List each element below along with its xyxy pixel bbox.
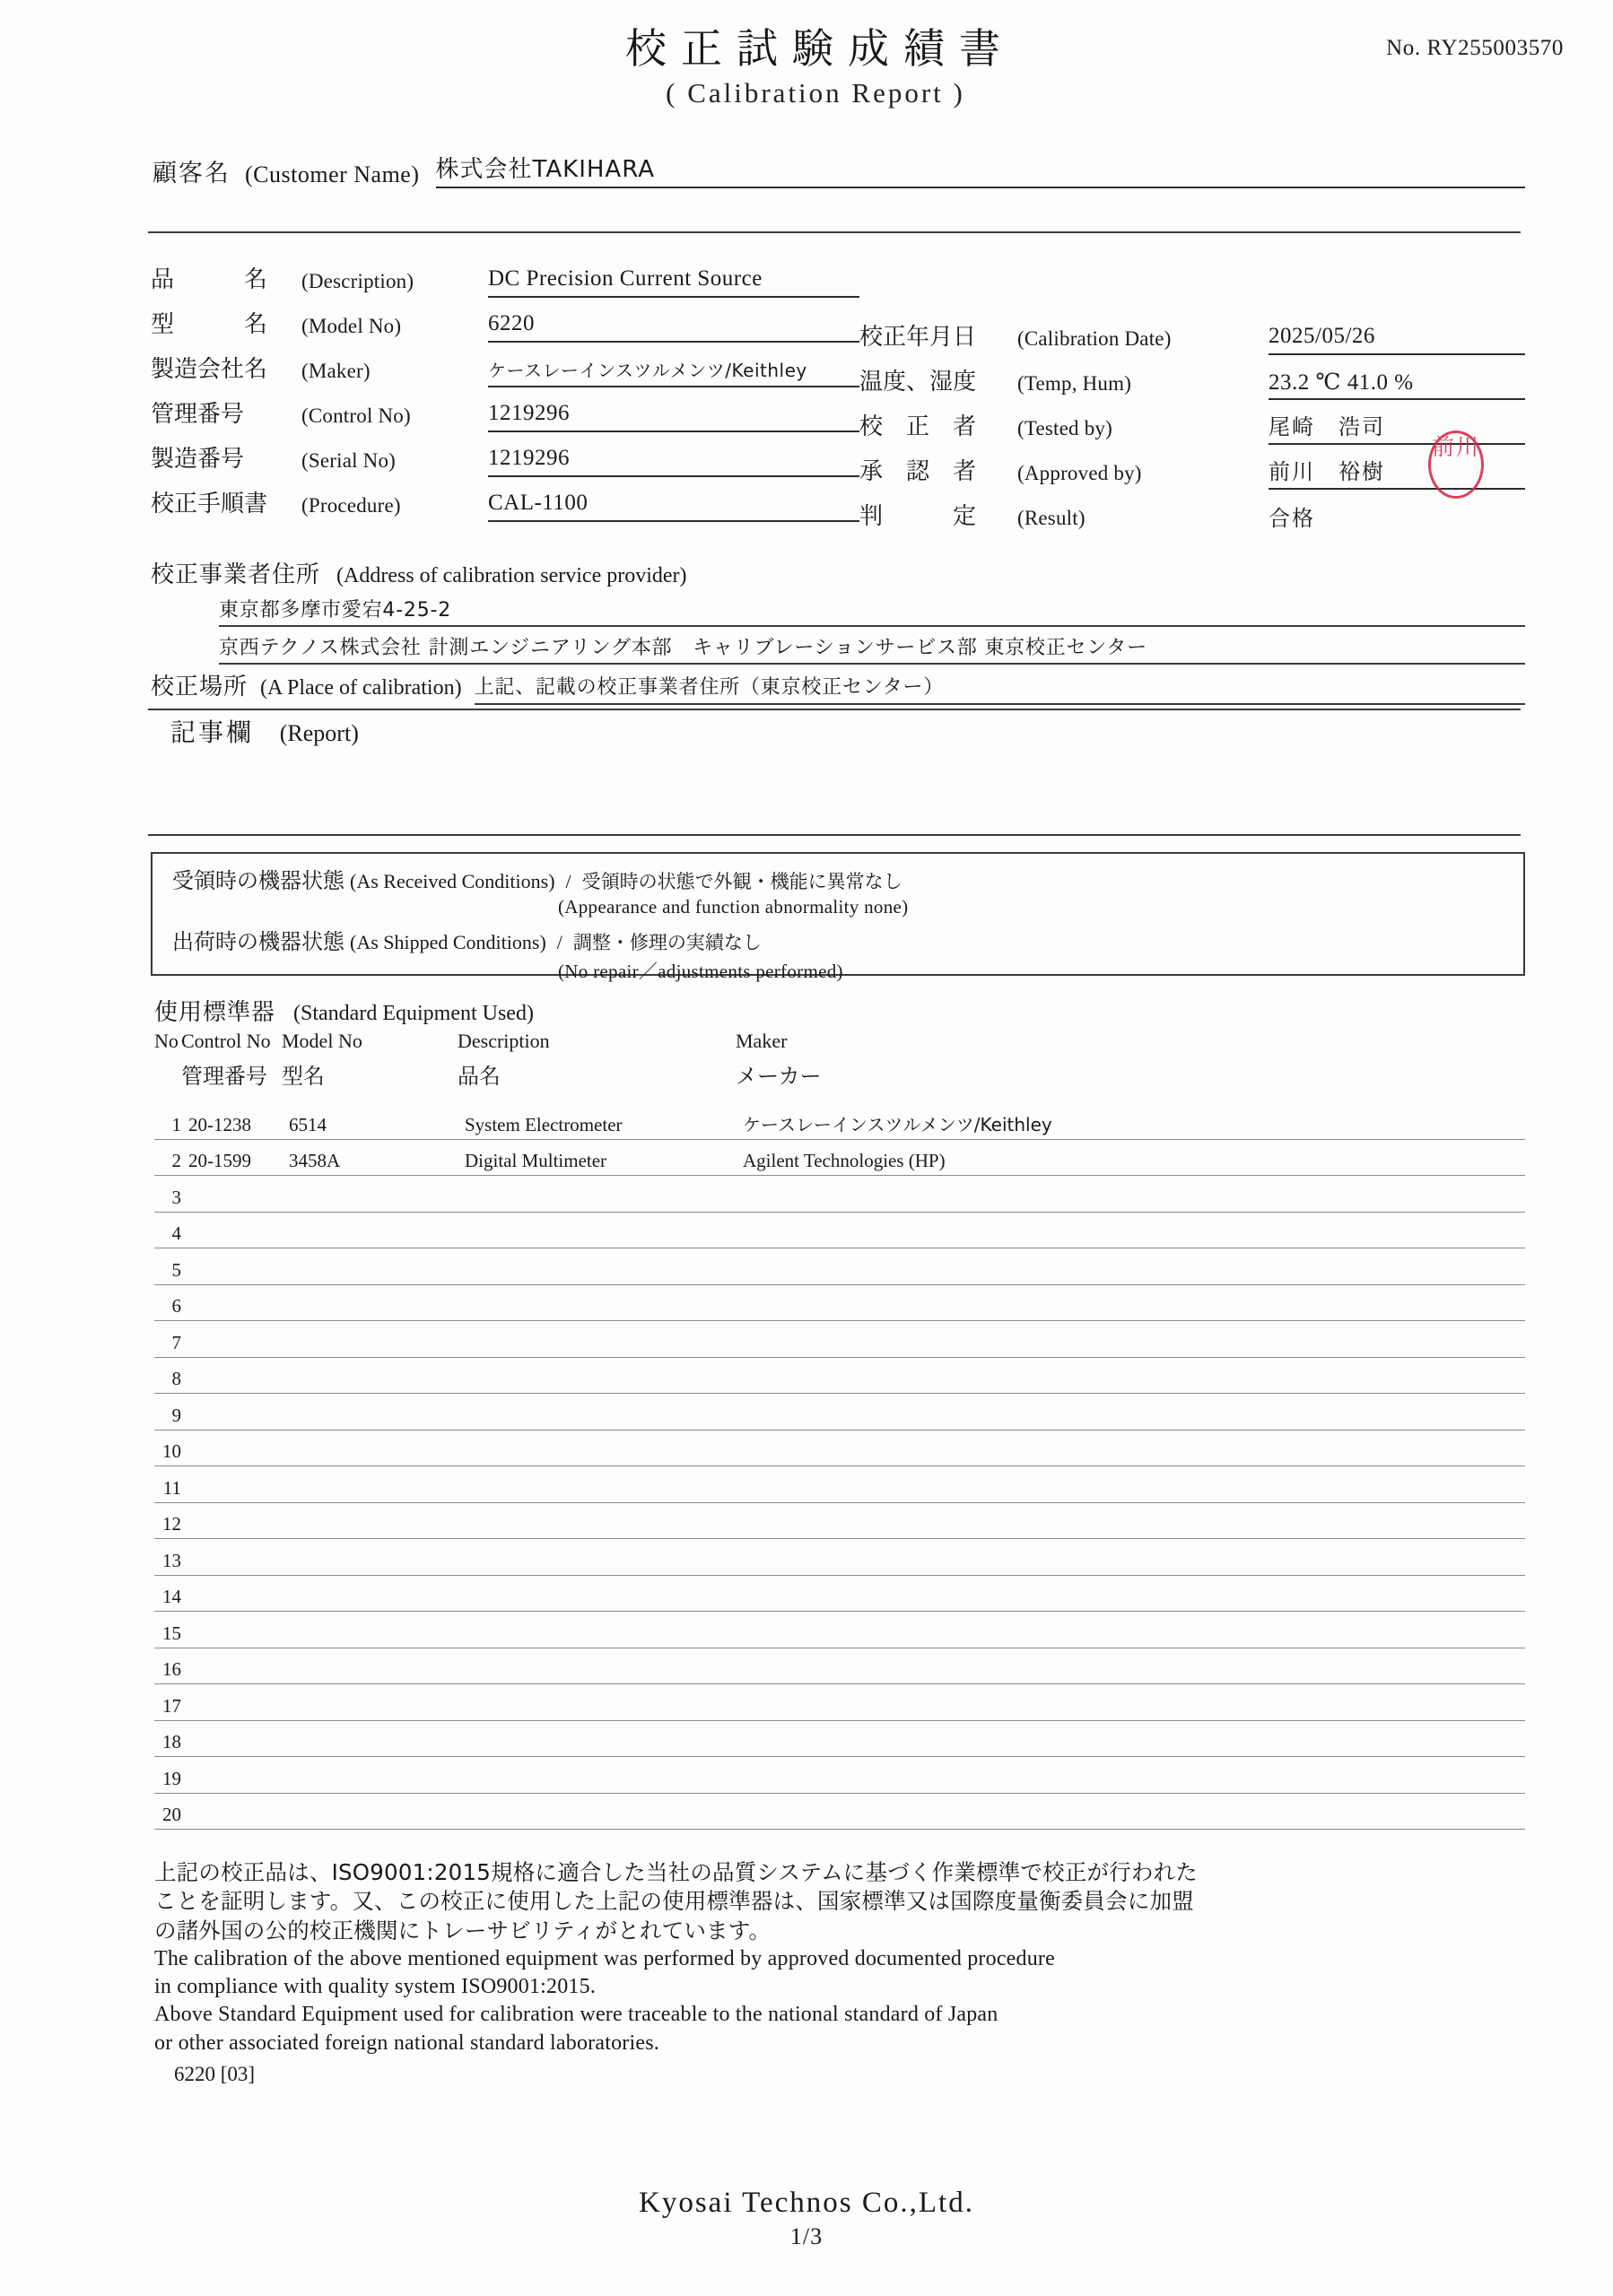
address-title — [151, 556, 1525, 589]
row-no: 18 — [162, 1731, 181, 1752]
row-description — [465, 1427, 743, 1430]
document-header — [0, 16, 1613, 109]
place-of-calibration-value: 上記、記載の校正事業者住所（東京校正センター） — [475, 672, 1525, 705]
as-shipped-label-en: (As Shipped Conditions) — [350, 931, 546, 953]
row-description — [465, 1535, 743, 1538]
row-description — [465, 1645, 743, 1648]
specification-table — [151, 253, 1525, 535]
address-line-2: 京西テクノス株式会社 計測エンジニアリング本部 キャリブレーションサービス部 東京校正センター — [219, 627, 1525, 665]
divider-report-bottom — [148, 834, 1521, 836]
serial-no-value: 1219296 — [488, 446, 859, 477]
description-label-jp: 品 名 — [151, 266, 268, 293]
row-no: 15 — [162, 1622, 181, 1644]
row-model-no — [289, 1209, 465, 1212]
temp-hum-value: 23.2 ℃ 41.0 % — [1269, 369, 1525, 400]
statement-jp-line-1: 上記の校正品は、ISO9001:2015規格に適合した当社の品質システムに基づく作業標準で校正が行われた — [154, 1859, 1198, 1885]
table-row — [154, 1140, 1525, 1177]
spec-row-procedure — [151, 477, 859, 522]
spacer-cell-2 — [870, 281, 1525, 310]
temp-hum-label-en: (Temp, Hum) — [1017, 372, 1132, 395]
spec-row-maker — [151, 343, 859, 387]
row-maker — [743, 1645, 1525, 1648]
row-description — [465, 1572, 743, 1575]
as-received-separator: / — [565, 870, 571, 892]
table-row — [154, 1321, 1525, 1358]
divider-report-top — [148, 709, 1521, 710]
row-model-no — [289, 1354, 465, 1357]
result-value: 合格 — [1269, 506, 1315, 531]
table-row — [154, 1358, 1525, 1395]
approval-seal-stamp: 前川 — [1428, 430, 1484, 499]
place-label-en: (A Place of calibration) — [260, 676, 462, 700]
row-description — [465, 1463, 743, 1465]
equipment-conditions-box — [151, 852, 1525, 982]
row-model-no — [289, 1318, 465, 1320]
row-maker — [743, 1354, 1525, 1357]
as-received-label-jp: 受領時の機器状態 — [172, 868, 344, 893]
row-maker — [743, 1718, 1525, 1720]
row-maker — [743, 1826, 1525, 1829]
row-description — [465, 1790, 743, 1793]
standard-equipment-title — [154, 994, 534, 1027]
result-label-en: (Result) — [1017, 507, 1086, 529]
temp-hum-label-jp: 温度、湿度 — [859, 369, 977, 396]
row-maker: Agilent Technologies (HP) — [743, 1150, 946, 1171]
approved-by-value: 前川 裕樹 前川 — [1269, 454, 1525, 490]
procedure-label-en: (Procedure) — [301, 494, 401, 517]
table-row — [154, 1612, 1525, 1648]
as-shipped-conditions-row — [172, 924, 1523, 955]
maker-label-jp: 製造会社名 — [151, 356, 268, 383]
header-model-no-jp: 型名 — [282, 1064, 325, 1089]
standard-equipment-label-en: (Standard Equipment Used) — [293, 1002, 534, 1025]
table-row — [154, 1721, 1525, 1758]
row-no: 19 — [162, 1767, 181, 1789]
row-control-no — [188, 1572, 289, 1575]
row-model-no — [289, 1608, 465, 1611]
equipment-table-header — [154, 1030, 1525, 1090]
calibration-date-label-jp: 校正年月日 — [859, 324, 977, 351]
control-no-value: 1219296 — [488, 401, 859, 432]
control-no-label-jp: 管理番号 — [151, 401, 245, 428]
row-no: 17 — [162, 1694, 181, 1717]
row-description — [465, 1354, 743, 1357]
row-maker — [743, 1390, 1525, 1393]
row-description — [465, 1718, 743, 1720]
description-value: DC Precision Current Source — [488, 266, 859, 298]
row-no: 14 — [162, 1586, 181, 1607]
row-maker — [743, 1681, 1525, 1683]
table-row — [154, 1176, 1525, 1213]
row-model-no — [289, 1500, 465, 1502]
table-row — [154, 1248, 1525, 1285]
row-model-no — [289, 1463, 465, 1465]
row-description: System Electrometer — [465, 1113, 623, 1135]
report-section-heading — [170, 713, 359, 749]
row-control-no — [188, 1282, 289, 1284]
header-no-jp — [154, 1058, 181, 1090]
row-no: 12 — [162, 1513, 181, 1535]
model-code-footer: 6220 [03] — [174, 2062, 256, 2085]
row-model-no — [289, 1753, 465, 1756]
as-received-conditions-row — [172, 863, 1523, 894]
company-name: Kyosai Technos Co.,Ltd. — [639, 2187, 974, 2219]
procedure-label-jp: 校正手順書 — [151, 491, 268, 517]
model-no-label-jp: 型 名 — [151, 311, 268, 338]
header-description-en: Description — [458, 1030, 550, 1052]
row-control-no — [188, 1681, 289, 1683]
row-maker — [743, 1500, 1525, 1502]
table-row — [154, 1539, 1525, 1576]
row-no: 5 — [171, 1258, 181, 1281]
row-control-no — [188, 1245, 289, 1248]
row-control-no: 20-1599 — [188, 1150, 251, 1171]
spec-row-tested-by — [859, 400, 1525, 445]
header-maker-en: Maker — [736, 1030, 788, 1052]
as-shipped-separator: / — [556, 931, 562, 953]
row-no: 9 — [171, 1404, 181, 1426]
spec-row-serial-no — [151, 432, 859, 477]
spec-row-description — [151, 253, 859, 298]
certification-statement — [154, 1858, 1527, 2086]
row-control-no — [188, 1500, 289, 1502]
row-maker — [743, 1427, 1525, 1430]
row-control-no — [188, 1645, 289, 1648]
customer-name-row — [153, 151, 1525, 188]
tested-by-label-en: (Tested by) — [1017, 417, 1112, 439]
table-row — [154, 1503, 1525, 1540]
row-control-no — [188, 1826, 289, 1829]
row-no: 1 — [171, 1113, 181, 1135]
row-control-no — [188, 1753, 289, 1756]
customer-label-en: (Customer Name) — [245, 161, 420, 187]
row-maker — [743, 1245, 1525, 1248]
table-row — [154, 1757, 1525, 1794]
statement-en-line-1: The calibration of the above mentioned equipment was performed by approved documented procedure — [154, 1946, 1055, 1970]
place-label-jp: 校正場所 — [151, 674, 248, 700]
place-of-calibration-row — [151, 668, 1525, 705]
table-row — [154, 1213, 1525, 1249]
report-label-en: (Report) — [279, 720, 359, 746]
row-model-no — [289, 1572, 465, 1575]
approved-by-label-en: (Approved by) — [1017, 462, 1142, 484]
row-model-no — [289, 1390, 465, 1393]
row-maker — [743, 1535, 1525, 1538]
row-control-no — [188, 1718, 289, 1720]
row-description — [465, 1753, 743, 1756]
row-description — [465, 1245, 743, 1248]
spec-row-spacer-2 — [859, 298, 1525, 310]
row-maker — [743, 1790, 1525, 1793]
page-number: 1/3 — [789, 2223, 824, 2249]
table-row — [154, 1466, 1525, 1503]
report-number: No. RY255003570 — [1386, 36, 1564, 60]
row-no: 6 — [171, 1295, 181, 1317]
row-control-no: 20-1238 — [188, 1113, 251, 1135]
as-shipped-label-jp: 出荷時の機器状態 — [172, 929, 344, 954]
as-shipped-value-jp: 調整・修理の実績なし — [572, 932, 762, 953]
row-no: 20 — [162, 1804, 181, 1825]
description-label-en: (Description) — [301, 270, 414, 292]
address-label-en: (Address of calibration service provider) — [336, 564, 687, 587]
spec-row-temp-hum — [859, 355, 1525, 400]
header-control-no-jp: 管理番号 — [181, 1064, 267, 1089]
header-description-jp: 品名 — [458, 1064, 501, 1089]
calibration-date-value: 2025/05/26 — [1269, 324, 1525, 355]
row-maker — [743, 1753, 1525, 1756]
row-control-no — [188, 1427, 289, 1430]
maker-label-en: (Maker) — [301, 360, 371, 382]
procedure-value: CAL-1100 — [488, 491, 859, 522]
header-no-en: No — [154, 1030, 179, 1052]
as-received-label-en: (As Received Conditions) — [350, 870, 555, 892]
serial-no-label-en: (Serial No) — [301, 449, 397, 472]
statement-en-line-4: or other associated foreign national standard laboratories. — [154, 2031, 659, 2055]
statement-jp-line-2: ことを証明します。又、この校正に使用した上記の使用標準器は、国家標準又は国際度量衡委員会に加盟 — [154, 1888, 1194, 1915]
row-no: 2 — [171, 1150, 181, 1171]
calibration-date-label-en: (Calibration Date) — [1017, 327, 1172, 350]
row-maker — [743, 1572, 1525, 1575]
table-row — [154, 1794, 1525, 1831]
model-no-label-en: (Model No) — [301, 315, 402, 337]
row-no: 3 — [171, 1186, 181, 1208]
statement-en-line-2: in compliance with quality system ISO9001:2015. — [154, 1975, 597, 1999]
row-model-no: 3458A — [289, 1150, 341, 1171]
equipment-header-row-en — [154, 1030, 1525, 1053]
row-maker — [743, 1209, 1525, 1212]
row-model-no — [289, 1245, 465, 1248]
address-label-jp: 校正事業者住所 — [151, 561, 321, 588]
header-control-no-en: Control No — [181, 1030, 271, 1052]
row-model-no — [289, 1718, 465, 1720]
row-control-no — [188, 1535, 289, 1538]
statement-jp-line-3: の諸外国の公的校正機関にトレーサビリティがとれています。 — [154, 1917, 772, 1944]
spec-row-control-no — [151, 387, 859, 432]
as-shipped-value-en: (No repair／adjustments performed) — [558, 961, 843, 982]
row-model-no — [289, 1535, 465, 1538]
row-control-no — [188, 1318, 289, 1320]
serial-no-label-jp: 製造番号 — [151, 446, 245, 473]
table-row — [154, 1684, 1525, 1721]
table-row — [154, 1285, 1525, 1322]
spec-row-approved-by — [859, 434, 1525, 490]
row-no: 4 — [171, 1222, 181, 1244]
report-label-jp: 記事欄 — [170, 718, 255, 747]
page-title: 校正試験成績書 — [625, 24, 1015, 73]
row-no: 11 — [162, 1476, 181, 1499]
row-description — [465, 1390, 743, 1393]
row-maker — [743, 1282, 1525, 1284]
result-label-jp: 判 定 — [859, 503, 977, 530]
specification-left-column — [151, 253, 859, 535]
as-received-value-jp: 受領時の状態で外観・機能に異常なし — [581, 871, 902, 892]
table-row — [154, 1648, 1525, 1685]
row-description — [465, 1282, 743, 1284]
row-no: 13 — [162, 1549, 181, 1571]
specification-right-column — [859, 253, 1525, 535]
table-row — [154, 1103, 1525, 1140]
header-model-no-en: Model No — [282, 1030, 362, 1052]
row-model-no — [289, 1645, 465, 1648]
row-control-no — [188, 1790, 289, 1793]
row-model-no — [289, 1790, 465, 1793]
row-no: 16 — [162, 1658, 181, 1680]
row-description: Digital Multimeter — [465, 1150, 607, 1171]
calibration-provider-address-block — [151, 556, 1525, 705]
table-row — [154, 1394, 1525, 1431]
equipment-table-body — [154, 1103, 1525, 1830]
row-model-no: 6514 — [289, 1113, 327, 1135]
row-model-no — [289, 1826, 465, 1829]
row-no: 7 — [171, 1331, 181, 1353]
customer-label-jp: 顧客名 — [153, 160, 231, 187]
row-maker — [743, 1608, 1525, 1611]
row-maker: ケースレーインスツルメンツ/Keithley — [743, 1113, 1052, 1135]
statement-en-line-3: Above Standard Equipment used for calibration were traceable to the national standard of Japan — [154, 2003, 998, 2027]
address-line-1: 東京都多摩市愛宕4-25-2 — [219, 589, 1525, 627]
row-control-no — [188, 1209, 289, 1212]
table-row — [154, 1431, 1525, 1467]
row-control-no — [188, 1608, 289, 1611]
approved-by-label-jp: 承 認 者 — [859, 458, 977, 485]
row-description — [465, 1826, 743, 1829]
divider-top — [148, 231, 1521, 233]
header-maker-jp: メーカー — [736, 1064, 822, 1089]
row-model-no — [289, 1427, 465, 1430]
row-description — [465, 1209, 743, 1212]
page-title-english: ( Calibration Report ) — [666, 77, 965, 109]
tested-by-value: 尾崎 浩司 — [1269, 409, 1525, 445]
model-no-value: 6220 — [488, 311, 859, 343]
as-received-value-en: (Appearance and function abnormality none) — [558, 896, 909, 918]
tested-by-label-jp: 校 正 者 — [859, 413, 977, 440]
page-footer — [0, 2187, 1613, 2250]
row-description — [465, 1318, 743, 1320]
spec-row-calibration-date — [859, 310, 1525, 355]
row-control-no — [188, 1463, 289, 1465]
table-row — [154, 1576, 1525, 1613]
row-control-no — [188, 1354, 289, 1357]
customer-name-value: 株式会社TAKIHARA — [436, 151, 1525, 188]
row-model-no — [289, 1681, 465, 1683]
row-model-no — [289, 1282, 465, 1284]
spec-row-result — [859, 490, 1525, 535]
row-description — [465, 1681, 743, 1683]
row-no: 8 — [171, 1368, 181, 1389]
equipment-header-row-jp — [154, 1058, 1525, 1090]
control-no-label-en: (Control No) — [301, 404, 411, 427]
spec-row-model-no — [151, 298, 859, 343]
row-description — [465, 1608, 743, 1611]
row-control-no — [188, 1390, 289, 1393]
maker-value: ケースレーインスツルメンツ/Keithley — [488, 356, 859, 387]
row-no: 10 — [162, 1440, 181, 1462]
row-description — [465, 1500, 743, 1502]
standard-equipment-label-jp: 使用標準器 — [154, 999, 276, 1026]
row-maker — [743, 1463, 1525, 1465]
row-maker — [743, 1318, 1525, 1320]
